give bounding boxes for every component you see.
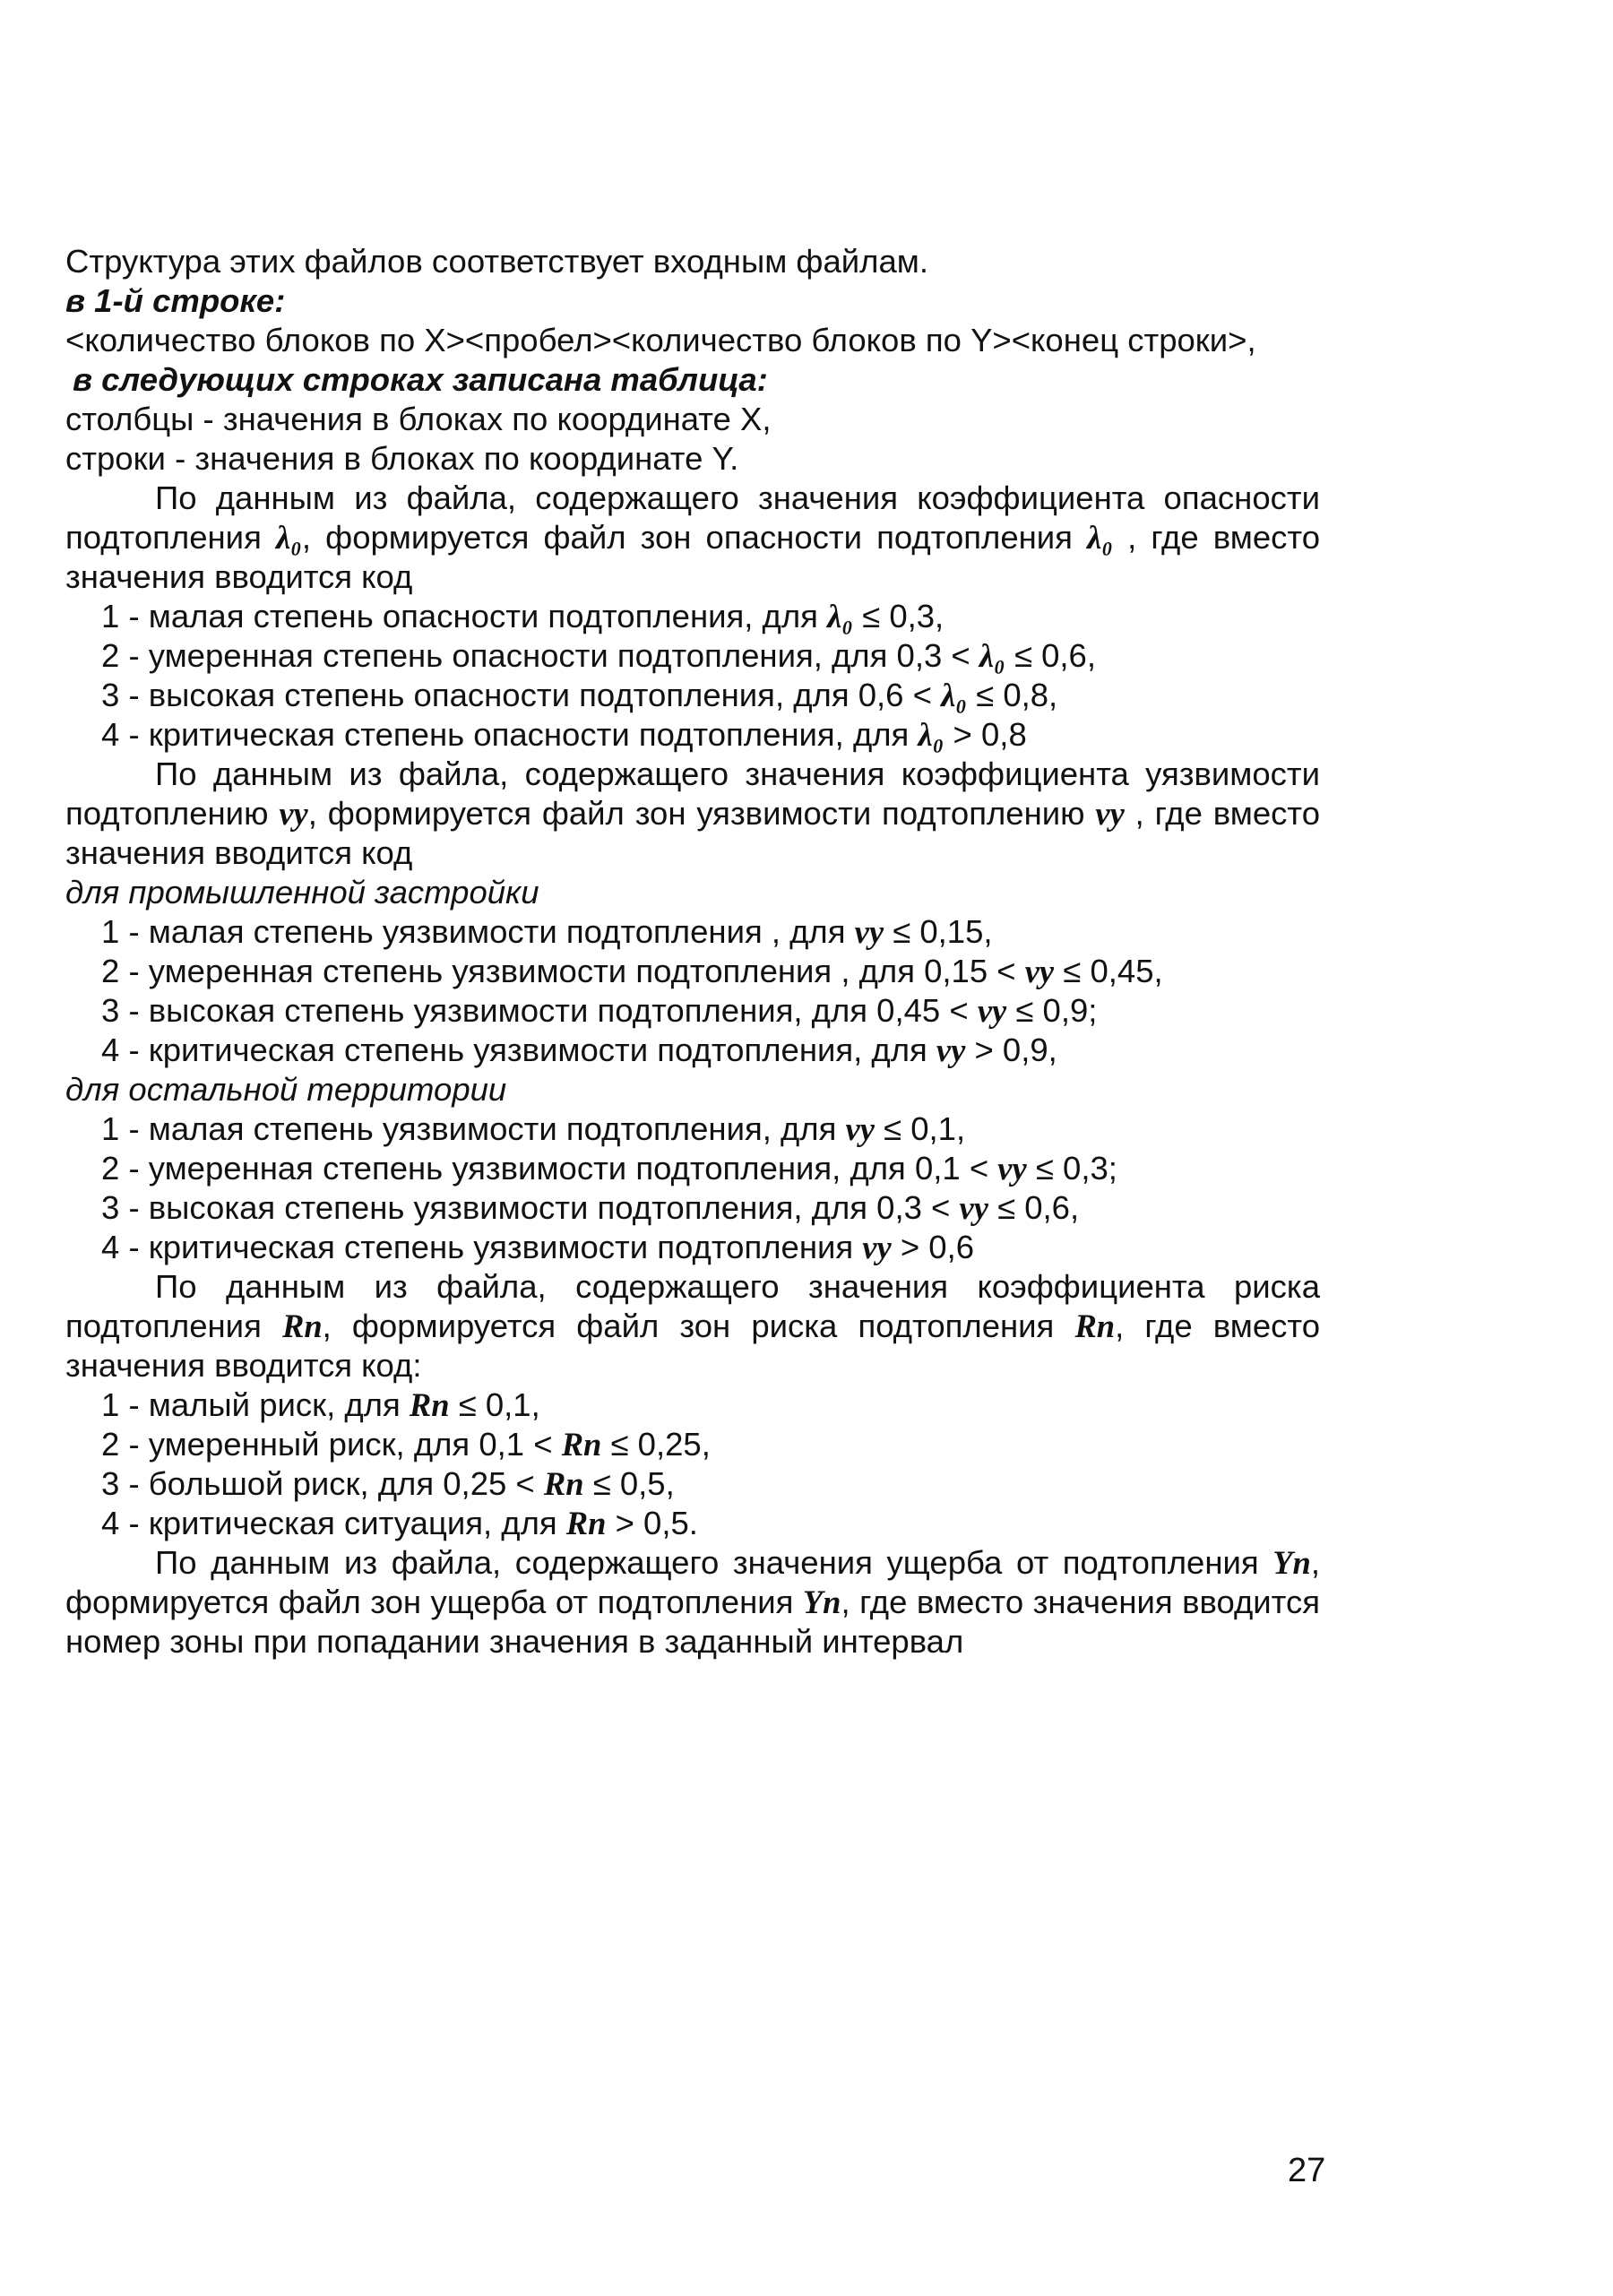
risk-symbol: Rп: [281, 1308, 323, 1344]
industrial-item: 2 - умеренная степень уязвимости подтопления , для 0,15 < νy ≤ 0,45,: [101, 953, 1163, 989]
nu-symbol: νy: [1095, 795, 1125, 832]
next-lines-heading: в следующих строках записана таблица:: [73, 361, 768, 398]
risk-intro-line-2: подтопления Rп, формируется файл зон риска подтопления Rп, где вместо: [65, 1308, 1320, 1344]
risk-item: 2 - умеренный риск, для 0,1 < Rп ≤ 0,25,: [101, 1426, 711, 1463]
first-line-format: <количество блоков по X><пробел><количество блоков по Y><конец строки>,: [65, 322, 1256, 358]
damage-symbol: Yп: [802, 1584, 841, 1620]
rows-description: строки - значения в блоках по координате Y.: [65, 440, 739, 477]
industrial-item: 3 - высокая степень уязвимости подтопления, для 0,45 < νy ≤ 0,9;: [101, 992, 1098, 1029]
document-page: [65, 242, 1320, 1662]
damage-intro-line-1: По данным из файла, содержащего значения ущерба от подтопления Yп,: [155, 1544, 1320, 1581]
danger-item: 4 - критическая степень опасности подтопления, для λ₀ > 0,8: [101, 716, 1027, 753]
vulnerability-intro-line-1: По данным из файла, содержащего значения коэффициента уязвимости: [155, 755, 1320, 792]
industrial-item: 4 - критическая степень уязвимости подтопления, для νy > 0,9,: [101, 1031, 1057, 1068]
risk-symbol: Rп: [1074, 1308, 1116, 1344]
danger-intro-line-2: подтопления λ₀, формируется файл зон опасности подтопления λ₀ , где вместо: [65, 519, 1320, 556]
other-territory-item: 4 - критическая степень уязвимости подтопления νy > 0,6: [101, 1229, 975, 1265]
danger-intro-line-1: По данным из файла, содержащего значения коэффициента опасности: [155, 479, 1320, 516]
risk-item: 1 - малый риск, для Rп ≤ 0,1,: [101, 1386, 540, 1423]
structure-text: Структура этих файлов соответствует входным файлам.: [65, 243, 928, 280]
lambda-symbol: λ₀: [275, 519, 302, 556]
vulnerability-intro-line-2: подтоплению νy, формируется файл зон уязвимости подтоплению νy , где вместо: [65, 795, 1320, 832]
risk-item: 4 - критическая ситуация, для Rп > 0,5.: [101, 1505, 698, 1541]
other-territory-item: 3 - высокая степень уязвимости подтопления, для 0,3 < νy ≤ 0,6,: [101, 1189, 1080, 1226]
other-territory-item: 1 - малая степень уязвимости подтопления, для νy ≤ 0,1,: [101, 1110, 966, 1147]
industrial-heading: для промышленной застройки: [65, 874, 539, 911]
first-line-heading: в 1-й строке:: [65, 282, 286, 319]
risk-intro-line-3: значения вводится код:: [65, 1347, 422, 1384]
lambda-symbol: λ₀: [1087, 519, 1113, 556]
risk-intro-line-1: По данным из файла, содержащего значения коэффициента риска: [155, 1268, 1320, 1305]
danger-item: 1 - малая степень опасности подтопления, для λ₀ ≤ 0,3,: [101, 598, 945, 634]
other-territory-item: 2 - умеренная степень уязвимости подтопления, для 0,1 < νy ≤ 0,3;: [101, 1150, 1117, 1187]
damage-symbol: Yп: [1272, 1544, 1311, 1581]
other-territory-heading: для остальной территории: [65, 1071, 507, 1108]
risk-item: 3 - большой риск, для 0,25 < Rп ≤ 0,5,: [101, 1465, 675, 1502]
danger-intro-line-3: значения вводится код: [65, 558, 413, 595]
columns-description: столбцы - значения в блоках по координате X,: [65, 401, 772, 437]
page-number: 27: [1288, 2152, 1326, 2189]
damage-intro-line-3: номер зоны при попадании значения в заданный интервал: [65, 1623, 964, 1660]
danger-item: 2 - умеренная степень опасности подтопления, для 0,3 < λ₀ ≤ 0,6,: [101, 637, 1096, 674]
damage-intro-line-2: формируется файл зон ущерба от подтопления Yп, где вместо значения вводится: [65, 1584, 1320, 1620]
industrial-item: 1 - малая степень уязвимости подтопления , для νy ≤ 0,15,: [101, 913, 993, 950]
nu-symbol: νy: [279, 795, 308, 832]
vulnerability-intro-line-3: значения вводится код: [65, 834, 413, 871]
danger-item: 3 - высокая степень опасности подтопления, для 0,6 < λ₀ ≤ 0,8,: [101, 677, 1058, 713]
